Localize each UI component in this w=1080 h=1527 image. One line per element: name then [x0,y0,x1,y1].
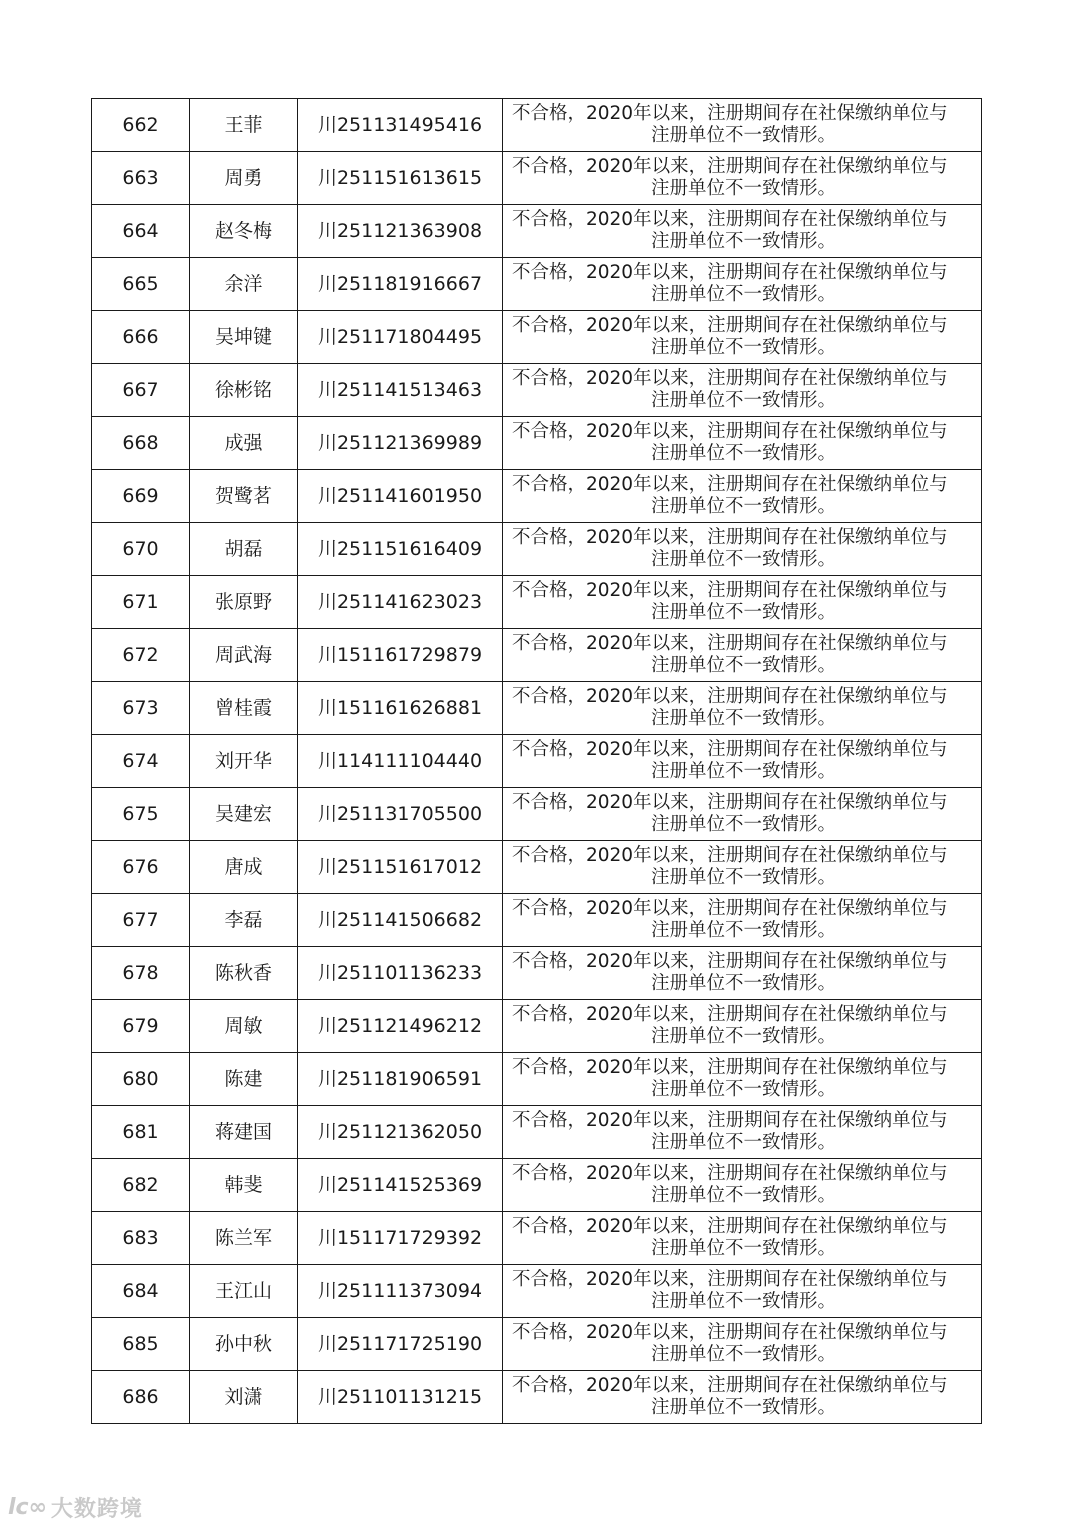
person-name: 余洋 [190,258,298,311]
certificate-number: 川251101131215 [298,1371,503,1424]
result-line-2: 注册单位不一致情形。 [650,708,836,729]
table-row [92,258,982,311]
certificate-number: 川251181916667 [298,258,503,311]
certificate-number: 川251101136233 [298,947,503,1000]
row-number: 680 [92,1053,190,1106]
certificate-number: 川251121369989 [298,417,503,470]
result-line-1: 不合格，2020年以来，注册期间存在社保缴纳单位与 [512,421,948,442]
result-line-2: 注册单位不一致情形。 [650,337,836,358]
result-description [503,1318,982,1371]
row-number: 676 [92,841,190,894]
result-line-2: 注册单位不一致情形。 [650,761,836,782]
person-name: 李磊 [190,894,298,947]
person-name: 赵冬梅 [190,205,298,258]
result-description [503,417,982,470]
table-row [92,576,982,629]
row-number: 677 [92,894,190,947]
person-name: 曾桂霞 [190,682,298,735]
table-row [92,788,982,841]
certificate-number: 川251121362050 [298,1106,503,1159]
result-line-2: 注册单位不一致情形。 [650,1397,836,1418]
certificate-number: 川251141623023 [298,576,503,629]
table-row [92,152,982,205]
result-description [503,1053,982,1106]
table-row [92,205,982,258]
result-line-2: 注册单位不一致情形。 [650,390,836,411]
person-name: 周武海 [190,629,298,682]
certificate-number: 川251171725190 [298,1318,503,1371]
result-line-1: 不合格，2020年以来，注册期间存在社保缴纳单位与 [512,1375,948,1396]
certificate-number: 川251131495416 [298,99,503,152]
person-name: 周敏 [190,1000,298,1053]
result-line-2: 注册单位不一致情形。 [650,655,836,676]
table-row [92,1265,982,1318]
result-description [503,576,982,629]
person-name: 吴坤键 [190,311,298,364]
watermark-text: 大数跨境 [50,1496,143,1522]
result-description [503,152,982,205]
person-name: 孙中秋 [190,1318,298,1371]
table-row [92,99,982,152]
person-name: 徐彬铭 [190,364,298,417]
person-name: 成强 [190,417,298,470]
result-line-1: 不合格，2020年以来，注册期间存在社保缴纳单位与 [512,1057,948,1078]
row-number: 673 [92,682,190,735]
table-row [92,735,982,788]
result-line-1: 不合格，2020年以来，注册期间存在社保缴纳单位与 [512,633,948,654]
row-number: 679 [92,1000,190,1053]
certificate-number: 川251121496212 [298,1000,503,1053]
table-row [92,1000,982,1053]
result-line-2: 注册单位不一致情形。 [650,602,836,623]
table-row [92,894,982,947]
row-number: 668 [92,417,190,470]
row-number: 675 [92,788,190,841]
person-name: 吴建宏 [190,788,298,841]
row-number: 670 [92,523,190,576]
person-name: 韩斐 [190,1159,298,1212]
result-description [503,1159,982,1212]
row-number: 682 [92,1159,190,1212]
person-name: 陈建 [190,1053,298,1106]
certificate-number: 川251141513463 [298,364,503,417]
result-line-1: 不合格，2020年以来，注册期间存在社保缴纳单位与 [512,1110,948,1131]
result-description [503,629,982,682]
certificate-number: 川151161729879 [298,629,503,682]
table-row [92,841,982,894]
watermark [8,1490,143,1524]
result-description [503,364,982,417]
result-line-2: 注册单位不一致情形。 [650,1079,836,1100]
result-description [503,788,982,841]
certificate-number: 川251151616409 [298,523,503,576]
row-number: 663 [92,152,190,205]
table-row [92,947,982,1000]
result-line-2: 注册单位不一致情形。 [650,1291,836,1312]
table-row [92,1106,982,1159]
result-line-2: 注册单位不一致情形。 [650,920,836,941]
result-description [503,470,982,523]
result-line-2: 注册单位不一致情形。 [650,814,836,835]
person-name: 唐成 [190,841,298,894]
result-line-1: 不合格，2020年以来，注册期间存在社保缴纳单位与 [512,1269,948,1290]
result-line-2: 注册单位不一致情形。 [650,1344,836,1365]
result-description [503,735,982,788]
certificate-number: 川251171804495 [298,311,503,364]
person-name: 贺鹭茗 [190,470,298,523]
certificate-number: 川114111104440 [298,735,503,788]
person-name: 陈兰军 [190,1212,298,1265]
row-number: 671 [92,576,190,629]
result-description [503,1265,982,1318]
row-number: 684 [92,1265,190,1318]
row-number: 672 [92,629,190,682]
person-name: 胡磊 [190,523,298,576]
result-description [503,1212,982,1265]
result-description [503,205,982,258]
result-line-1: 不合格，2020年以来，注册期间存在社保缴纳单位与 [512,262,948,283]
row-number: 678 [92,947,190,1000]
result-line-1: 不合格，2020年以来，注册期间存在社保缴纳单位与 [512,580,948,601]
result-description [503,258,982,311]
row-number: 667 [92,364,190,417]
result-description [503,1106,982,1159]
result-line-2: 注册单位不一致情形。 [650,973,836,994]
table-row [92,1371,982,1424]
certificate-number: 川151161626881 [298,682,503,735]
row-number: 665 [92,258,190,311]
table-row [92,523,982,576]
person-name: 张原野 [190,576,298,629]
person-name: 刘开华 [190,735,298,788]
table-row [92,311,982,364]
watermark-logo-icon: lc∞ [8,1494,47,1520]
result-line-1: 不合格，2020年以来，注册期间存在社保缴纳单位与 [512,209,948,230]
table-row [92,629,982,682]
certificate-number: 川251141525369 [298,1159,503,1212]
row-number: 666 [92,311,190,364]
certificate-number: 川251111373094 [298,1265,503,1318]
certificate-number: 川151171729392 [298,1212,503,1265]
person-name: 蒋建国 [190,1106,298,1159]
person-name: 王江山 [190,1265,298,1318]
result-line-2: 注册单位不一致情形。 [650,1026,836,1047]
result-line-2: 注册单位不一致情形。 [650,1185,836,1206]
certificate-number: 川251151617012 [298,841,503,894]
result-description [503,1371,982,1424]
person-name: 周勇 [190,152,298,205]
certificate-number: 川251131705500 [298,788,503,841]
result-description [503,841,982,894]
results-table [91,98,982,1424]
table-row [92,1212,982,1265]
result-line-2: 注册单位不一致情形。 [650,496,836,517]
result-line-1: 不合格，2020年以来，注册期间存在社保缴纳单位与 [512,156,948,177]
table-row [92,417,982,470]
person-name: 刘潇 [190,1371,298,1424]
result-line-1: 不合格，2020年以来，注册期间存在社保缴纳单位与 [512,792,948,813]
result-line-1: 不合格，2020年以来，注册期间存在社保缴纳单位与 [512,739,948,760]
result-description [503,99,982,152]
result-line-2: 注册单位不一致情形。 [650,443,836,464]
result-line-1: 不合格，2020年以来，注册期间存在社保缴纳单位与 [512,898,948,919]
certificate-number: 川251141506682 [298,894,503,947]
result-line-1: 不合格，2020年以来，注册期间存在社保缴纳单位与 [512,951,948,972]
result-description [503,947,982,1000]
table-row [92,1159,982,1212]
certificate-number: 川251181906591 [298,1053,503,1106]
result-line-2: 注册单位不一致情形。 [650,178,836,199]
table-row [92,1318,982,1371]
result-description [503,1000,982,1053]
results-table-body [92,99,982,1424]
row-number: 683 [92,1212,190,1265]
result-line-1: 不合格，2020年以来，注册期间存在社保缴纳单位与 [512,845,948,866]
table-row [92,1053,982,1106]
result-line-2: 注册单位不一致情形。 [650,231,836,252]
result-line-2: 注册单位不一致情形。 [650,1132,836,1153]
result-line-2: 注册单位不一致情形。 [650,125,836,146]
row-number: 685 [92,1318,190,1371]
result-line-1: 不合格，2020年以来，注册期间存在社保缴纳单位与 [512,103,948,124]
result-line-1: 不合格，2020年以来，注册期间存在社保缴纳单位与 [512,686,948,707]
result-line-1: 不合格，2020年以来，注册期间存在社保缴纳单位与 [512,527,948,548]
certificate-number: 川251121363908 [298,205,503,258]
row-number: 669 [92,470,190,523]
row-number: 662 [92,99,190,152]
person-name: 王菲 [190,99,298,152]
result-description [503,894,982,947]
result-line-1: 不合格，2020年以来，注册期间存在社保缴纳单位与 [512,1163,948,1184]
table-row [92,470,982,523]
result-line-2: 注册单位不一致情形。 [650,549,836,570]
row-number: 681 [92,1106,190,1159]
person-name: 陈秋香 [190,947,298,1000]
result-line-1: 不合格，2020年以来，注册期间存在社保缴纳单位与 [512,1216,948,1237]
certificate-number: 川251151613615 [298,152,503,205]
result-line-1: 不合格，2020年以来，注册期间存在社保缴纳单位与 [512,1004,948,1025]
row-number: 674 [92,735,190,788]
result-description [503,682,982,735]
result-line-2: 注册单位不一致情形。 [650,1238,836,1259]
table-row [92,364,982,417]
certificate-number: 川251141601950 [298,470,503,523]
result-description [503,311,982,364]
result-line-1: 不合格，2020年以来，注册期间存在社保缴纳单位与 [512,1322,948,1343]
result-line-2: 注册单位不一致情形。 [650,867,836,888]
result-line-1: 不合格，2020年以来，注册期间存在社保缴纳单位与 [512,474,948,495]
result-line-2: 注册单位不一致情形。 [650,284,836,305]
result-line-1: 不合格，2020年以来，注册期间存在社保缴纳单位与 [512,315,948,336]
result-line-1: 不合格，2020年以来，注册期间存在社保缴纳单位与 [512,368,948,389]
row-number: 686 [92,1371,190,1424]
row-number: 664 [92,205,190,258]
table-row [92,682,982,735]
result-description [503,523,982,576]
